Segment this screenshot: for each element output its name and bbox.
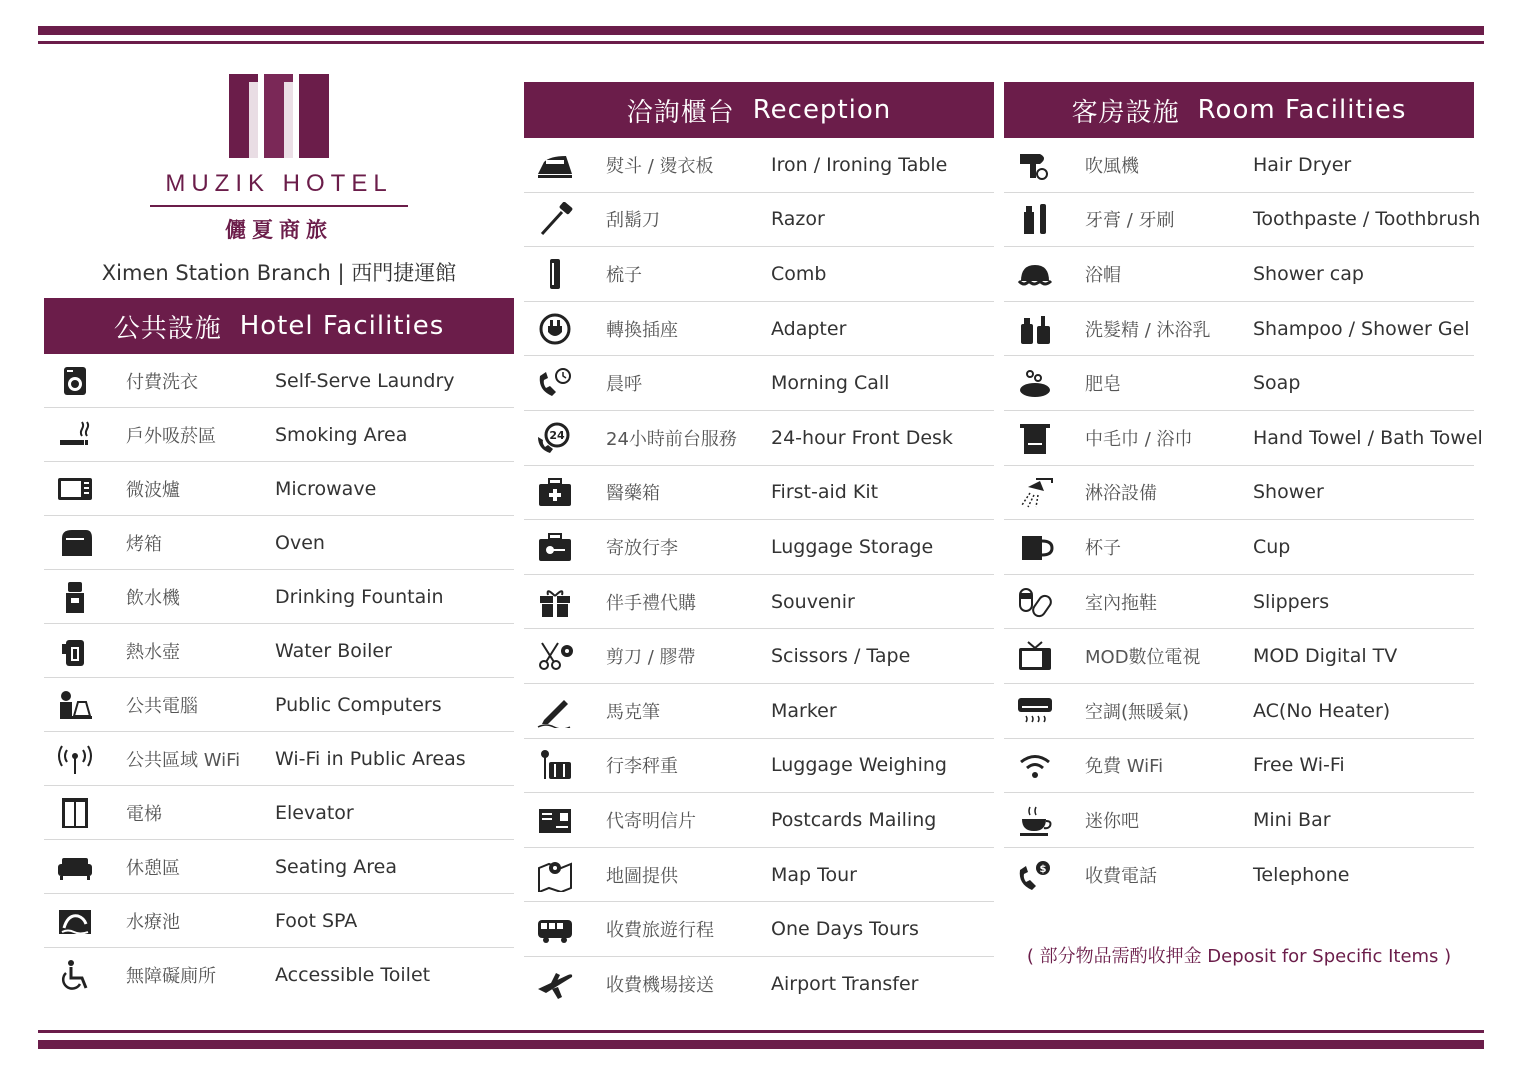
facility-row <box>1004 739 1474 794</box>
mini-bar-icon <box>1014 801 1056 839</box>
facility-name-cn: 熱水壺 <box>126 641 180 663</box>
sofa-icon <box>54 848 96 886</box>
facility-name-cn: 剪刀 / 膠帶 <box>606 647 696 669</box>
facility-row <box>44 354 514 408</box>
razor-icon <box>534 200 576 238</box>
branch-name: Ximen Station Branch | 西門捷運館 <box>101 261 457 285</box>
luggage-key-icon <box>534 528 576 566</box>
facility-row <box>1004 247 1474 302</box>
facility-row <box>524 356 994 411</box>
facility-name-en: Comb <box>771 262 827 285</box>
facility-name-cn: 馬克筆 <box>606 701 660 723</box>
facility-row <box>1004 138 1474 193</box>
reception-panel <box>524 82 994 1012</box>
facility-name-cn: 付費洗衣 <box>126 371 198 393</box>
facility-name-cn: 醫藥箱 <box>606 483 660 505</box>
facility-name-cn: 收費電話 <box>1085 866 1157 888</box>
facility-row <box>44 570 514 624</box>
facility-row <box>524 848 994 903</box>
facility-row <box>44 894 514 948</box>
washing-machine-icon <box>54 362 96 400</box>
hotel-facilities-panel <box>44 298 514 1002</box>
facility-name-cn: 公共區域 WiFi <box>126 749 241 771</box>
facility-name-en: Accessible Toilet <box>275 964 431 986</box>
facility-name-en: Smoking Area <box>275 423 408 446</box>
panel-title-en: Reception <box>752 95 892 125</box>
facility-row <box>1004 193 1481 248</box>
oven-icon <box>54 524 96 562</box>
facility-row <box>524 302 994 357</box>
facility-row <box>524 684 994 739</box>
room-facilities-list <box>1004 138 1483 902</box>
towel-icon <box>1014 419 1056 457</box>
facility-row <box>1004 575 1474 630</box>
facility-name-en: One Days Tours <box>771 918 919 941</box>
facility-row <box>44 948 514 1002</box>
facility-name-en: Public Computers <box>275 693 442 716</box>
marker-icon <box>534 692 576 730</box>
facility-name-cn: 水療池 <box>126 911 180 933</box>
panel-title-en: Room Facilities <box>1197 95 1407 125</box>
facility-name-cn: 杯子 <box>1085 537 1121 559</box>
facility-row <box>524 629 994 684</box>
facility-row <box>524 411 994 466</box>
smoking-icon <box>54 416 96 454</box>
facility-row <box>524 138 994 193</box>
facility-row <box>44 840 514 894</box>
facility-row <box>44 408 514 462</box>
facility-row <box>1004 848 1474 903</box>
hotel-facilities-list <box>44 354 514 1002</box>
soap-icon <box>1014 364 1056 402</box>
room-facilities-panel <box>1004 82 1483 902</box>
facility-name-cn: 代寄明信片 <box>606 810 696 832</box>
facility-name-en: Mini Bar <box>1253 808 1331 831</box>
facility-row <box>1004 356 1474 411</box>
water-boiler-icon <box>54 632 96 670</box>
hotel-logo-block <box>44 70 514 295</box>
facility-name-cn: MOD數位電視 <box>1085 647 1201 669</box>
slippers-icon <box>1014 583 1056 621</box>
facility-name-cn: 寄放行李 <box>606 537 678 559</box>
shower-cap-icon <box>1014 255 1056 293</box>
svg-text:24: 24 <box>549 428 565 442</box>
svg-text:$: $ <box>1039 864 1047 876</box>
facility-name-en: Elevator <box>275 801 354 824</box>
facility-name-en: Foot SPA <box>275 909 358 932</box>
facility-name-en: Hair Dryer <box>1253 153 1352 176</box>
facility-row <box>1004 302 1474 357</box>
gift-icon <box>534 583 576 621</box>
facility-name-cn: 電梯 <box>126 803 162 825</box>
facility-row <box>524 466 994 521</box>
panel-title-cn: 公共設施 <box>113 313 222 344</box>
facility-name-en: Luggage Storage <box>771 535 934 558</box>
first-aid-icon <box>534 473 576 511</box>
facility-name-en: Microwave <box>275 477 377 500</box>
facility-name-cn: 吹風機 <box>1085 155 1139 177</box>
facility-name-en: Souvenir <box>771 590 855 613</box>
adapter-icon <box>534 310 576 348</box>
facility-row <box>524 739 994 794</box>
facility-name-cn: 地圖提供 <box>606 865 678 887</box>
facility-name-en: Self-Serve Laundry <box>275 369 455 392</box>
luggage-scale-icon <box>534 746 576 784</box>
logo-divider <box>150 205 408 207</box>
facility-name-cn: 無障礙廁所 <box>126 966 216 987</box>
facility-row <box>1004 411 1483 466</box>
elevator-icon <box>54 794 96 832</box>
facility-name-en: Soap <box>1253 372 1301 395</box>
facility-name-en: First-aid Kit <box>771 481 879 504</box>
facility-row <box>524 575 994 630</box>
facility-name-en: Luggage Weighing <box>771 754 947 777</box>
facility-name-cn: 收費機場接送 <box>606 975 714 997</box>
facility-name-cn: 行李秤重 <box>606 756 678 778</box>
shower-icon <box>1014 473 1056 511</box>
facility-name-cn: 烤箱 <box>126 533 162 555</box>
facility-row <box>44 624 514 678</box>
facility-name-en: Marker <box>771 699 837 722</box>
facility-row <box>1004 466 1474 521</box>
facility-name-en: Shampoo / Shower Gel <box>1253 317 1470 340</box>
wheelchair-icon <box>54 956 96 994</box>
24h-phone-icon <box>534 419 576 457</box>
facility-name-cn: 淋浴設備 <box>1085 483 1157 505</box>
facility-name-en: 24-hour Front Desk <box>771 426 953 449</box>
wifi-icon <box>1014 746 1056 784</box>
reception-header <box>524 82 994 138</box>
facility-name-cn: 收費旅遊行程 <box>606 920 714 942</box>
facility-name-cn: 浴帽 <box>1085 264 1121 286</box>
facility-row <box>524 902 994 957</box>
facility-row <box>524 957 994 1012</box>
facility-name-en: Wi-Fi in Public Areas <box>275 747 466 770</box>
facility-name-cn: 刮鬍刀 <box>606 210 660 232</box>
facility-name-en: Telephone <box>1253 864 1350 887</box>
panel-title-en: Hotel Facilities <box>239 311 445 341</box>
scissors-tape-icon <box>534 637 576 675</box>
iron-icon <box>534 146 576 184</box>
facility-name-cn: 肥皂 <box>1085 374 1121 396</box>
facility-name-en: Map Tour <box>771 863 857 886</box>
computer-user-icon <box>54 686 96 724</box>
facility-row <box>44 516 514 570</box>
map-icon <box>534 856 576 894</box>
postcard-icon <box>534 801 576 839</box>
facility-name-cn: 牙膏 / 牙刷 <box>1085 210 1175 232</box>
top-border-thin <box>38 41 1484 44</box>
facility-name-cn: 戶外吸菸區 <box>126 425 216 447</box>
facility-name-en: Free Wi-Fi <box>1253 754 1345 777</box>
air-conditioner-icon <box>1014 692 1056 730</box>
water-dispenser-icon <box>54 578 96 616</box>
airplane-icon <box>534 965 576 1003</box>
facility-row <box>44 732 514 786</box>
facility-row <box>524 247 994 302</box>
facility-name-cn: 轉換插座 <box>606 319 678 341</box>
microwave-icon <box>54 470 96 508</box>
facility-row <box>44 462 514 516</box>
hotel-logo-icon <box>229 74 329 158</box>
facility-name-cn: 熨斗 / 燙衣板 <box>606 155 714 177</box>
bottom-border-thick <box>38 1040 1484 1049</box>
facility-name-en: Adapter <box>771 317 847 340</box>
facility-name-en: Cup <box>1253 535 1291 558</box>
facility-name-en: Postcards Mailing <box>771 808 937 831</box>
toothpaste-icon <box>1014 200 1056 238</box>
facility-name-cn: 飲水機 <box>126 587 180 609</box>
facility-name-en: Morning Call <box>771 372 890 395</box>
facility-name-en: AC(No Heater) <box>1253 699 1391 722</box>
facility-row <box>44 786 514 840</box>
facility-name-cn: 休憩區 <box>126 857 180 879</box>
reception-list <box>524 138 994 1012</box>
facility-row <box>524 520 994 575</box>
facility-name-en: MOD Digital TV <box>1253 645 1398 668</box>
cup-icon <box>1014 528 1056 566</box>
facility-name-en: Razor <box>771 208 825 231</box>
facility-name-en: Iron / Ironing Table <box>771 153 948 176</box>
shampoo-icon <box>1014 310 1056 348</box>
facility-name-cn: 晨呼 <box>606 374 642 396</box>
top-border-thick <box>38 26 1484 35</box>
hotel-name: MUZIK HOTEL <box>165 170 393 197</box>
facility-name-cn: 洗髮精 / 沐浴乳 <box>1085 319 1211 341</box>
foot-spa-icon <box>54 902 96 940</box>
facility-name-en: Toothpaste / Toothbrush <box>1253 208 1481 231</box>
facility-name-cn: 公共電腦 <box>126 695 198 717</box>
comb-icon <box>534 255 576 293</box>
facility-row <box>1004 520 1474 575</box>
facility-name-cn: 免費 WiFi <box>1085 756 1164 778</box>
facility-row <box>1004 629 1474 684</box>
hotel-name-cn: 儷夏商旅 <box>225 218 333 242</box>
facility-name-cn: 迷你吧 <box>1085 810 1139 832</box>
facility-row <box>1004 793 1474 848</box>
facility-name-en: Oven <box>275 531 325 554</box>
facility-name-cn: 24小時前台服務 <box>606 428 737 450</box>
paid-phone-icon <box>1014 856 1056 894</box>
hair-dryer-icon <box>1014 146 1056 184</box>
facility-name-en: Seating Area <box>275 855 397 878</box>
wifi-antenna-icon <box>54 740 96 778</box>
facility-name-cn: 中毛巾 / 浴巾 <box>1085 428 1193 450</box>
hotel-facilities-header <box>44 298 514 354</box>
facility-name-en: Water Boiler <box>275 639 392 662</box>
facility-name-en: Shower <box>1253 481 1324 504</box>
panel-title-cn: 洽詢櫃台 <box>626 97 735 128</box>
facility-row <box>524 793 994 848</box>
tv-icon <box>1014 637 1056 675</box>
facility-name-en: Shower cap <box>1253 262 1364 285</box>
facility-name-cn: 室內拖鞋 <box>1085 592 1157 614</box>
facility-row <box>44 678 514 732</box>
bus-icon <box>534 910 576 948</box>
facility-name-cn: 微波爐 <box>126 479 180 501</box>
bottom-border-thin <box>38 1030 1484 1033</box>
panel-title-cn: 客房設施 <box>1071 97 1180 128</box>
facility-name-en: Slippers <box>1253 590 1330 613</box>
facility-name-en: Scissors / Tape <box>771 645 911 668</box>
deposit-note: ( 部分物品需酌收押金 Deposit for Specific Items ) <box>1026 946 1452 967</box>
facility-row <box>524 193 994 248</box>
facility-name-cn: 空調(無暖氣) <box>1085 701 1190 723</box>
facility-name-en: Drinking Fountain <box>275 585 444 608</box>
facility-name-en: Airport Transfer <box>771 973 919 996</box>
facility-row <box>1004 684 1474 739</box>
facility-name-en: Hand Towel / Bath Towel <box>1253 426 1483 449</box>
facility-name-cn: 伴手禮代購 <box>606 592 696 614</box>
room-facilities-header <box>1004 82 1474 138</box>
facility-name-cn: 梳子 <box>606 264 642 286</box>
alarm-phone-icon <box>534 364 576 402</box>
